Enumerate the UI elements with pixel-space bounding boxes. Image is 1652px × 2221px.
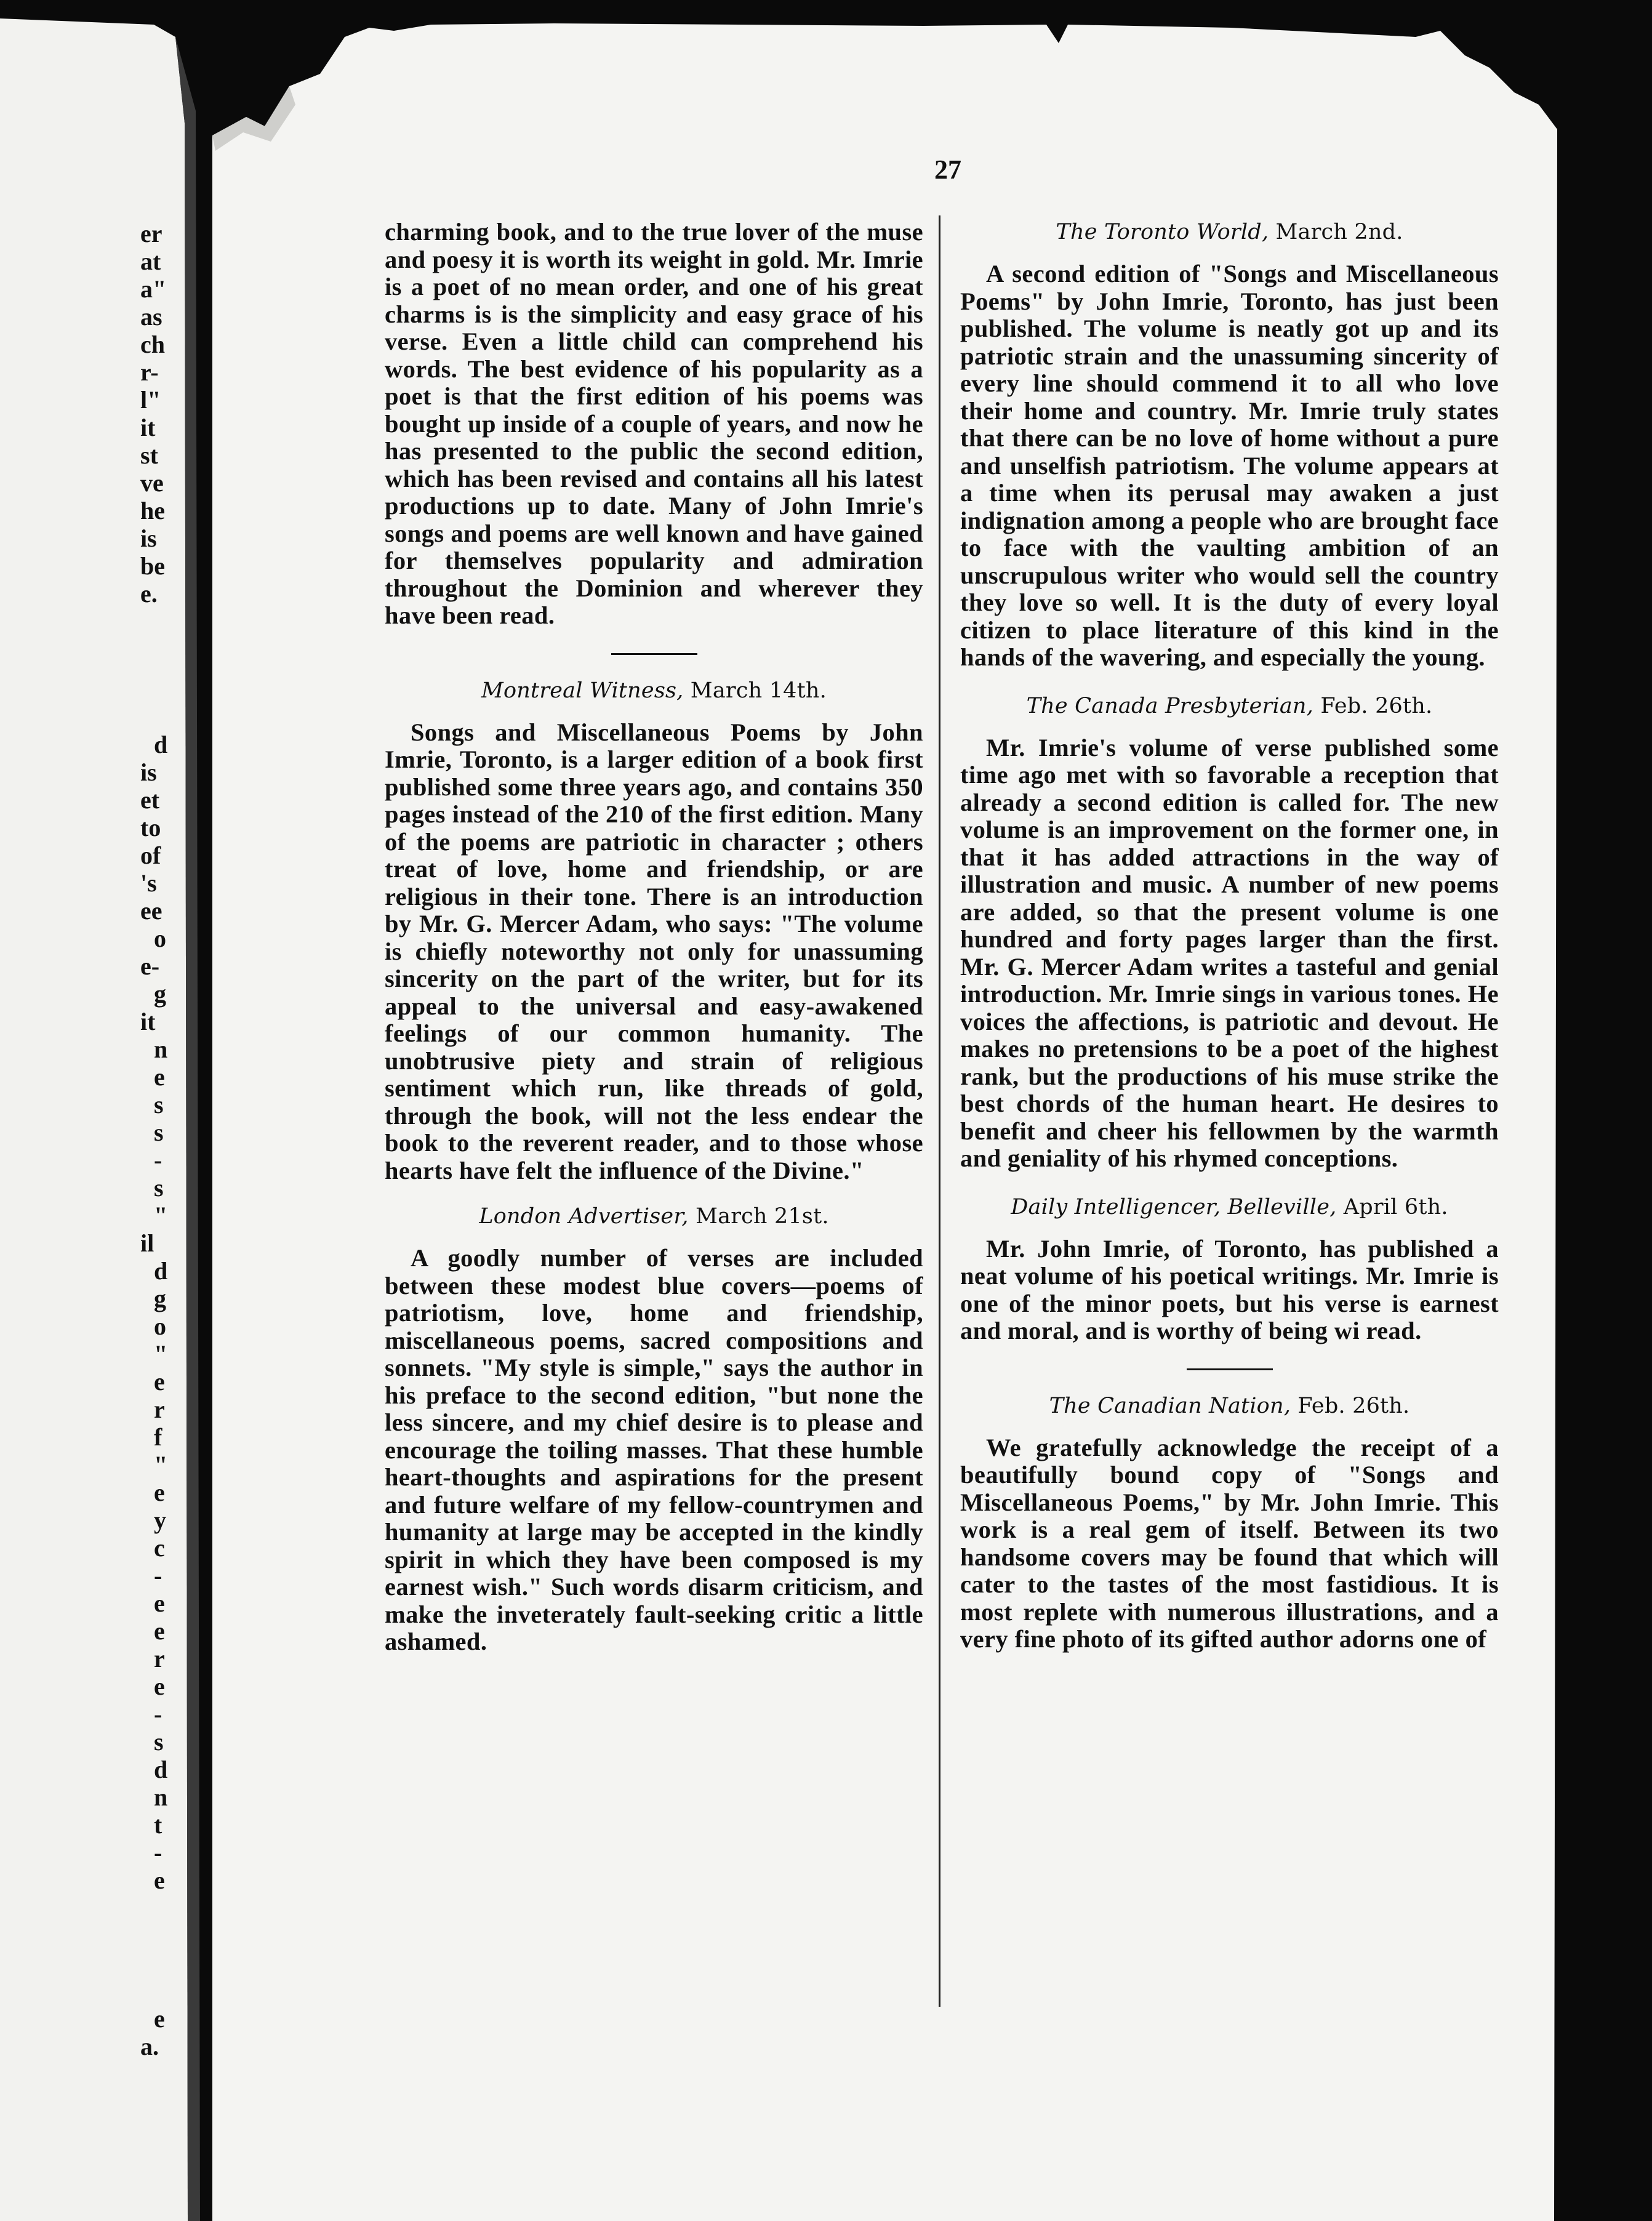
facing-page-text-fragment: "	[154, 1451, 168, 1479]
publication-name: The Canadian Nation,	[1049, 1393, 1291, 1418]
review-date: Feb. 26th.	[1297, 1393, 1410, 1418]
facing-page-text-fragment: t	[154, 1811, 162, 1839]
facing-page-text-fragment: g	[154, 980, 166, 1008]
facing-page-text-fragment: he	[140, 497, 165, 524]
review-text: Songs and Miscellaneous Poems by John Imrie, Toronto, is a larger edition of a book first published some three years ago, and contains 350 pages instead of the 210 of the first edition. Many of the poems are patriotic in character ; others treat of love, home and friendship, or are religious in their tone. There is an introduction by Mr. G. Mercer Adam, who says: "The volume is chiefly noteworthy not only for unassuming sincerity on the part of the writer, but for its appeal to the universal and easy-awakened feelings of our common humanity. The unobtrusive piety and strain of religious sentiment which run, like threads of gold, through the book, will not the less endear the book to the reverent reader, and to those whose hearts have felt the influence of the Divine."	[385, 718, 923, 1184]
review-date: April 6th.	[1343, 1194, 1448, 1219]
review-source	[960, 1392, 1499, 1420]
review-text: We gratefully acknowledge the receipt of a beautifully bound copy of "Songs and Miscellaneous Poems," by Mr. John Imrie. This work is a real gem of itself. Between its two handsome covers may be found that which will cater to the tastes of the most fastidious. It is most replete with numerous illustrations, and a very fine photo of its gifted author adorns one of	[960, 1433, 1499, 1653]
facing-page-text-fragment: -	[154, 1146, 162, 1174]
facing-page-text-fragment: -	[154, 1562, 162, 1589]
facing-page-text-fragment: e.	[140, 580, 158, 608]
facing-page-text-fragment: it	[140, 414, 156, 441]
facing-page-text-fragment: e	[154, 1617, 165, 1645]
facing-page-text-fragment: s	[154, 1728, 164, 1756]
facing-page-text-fragment: s	[154, 1119, 164, 1146]
facing-page-text-fragment: be	[140, 552, 165, 580]
facing-page-text-fragment: il	[140, 1229, 154, 1257]
facing-page-text-fragment: e	[154, 1673, 165, 1700]
review-text: A goodly number of verses are included between these modest blue covers—poems of patriotism, love, home and friendship, miscellaneous poems, sacred compositions and sonnets. "My style is simple," says the author in his preface to the second edition, "but none the less sincere, and my chief desire is to please and encourage the toiling masses. That these humble heart-thoughts and aspirations for the present and future welfare of my fellow-countrymen and humanity at large may be accepted in the kindly spirit in which they have been composed is my earnest wish." Such words disarm criticism, and make the inveterately fault-seeking critic a little ashamed.	[385, 1244, 923, 1655]
facing-page-text-fragment: -	[154, 1700, 162, 1728]
review-date: March 21st.	[696, 1204, 829, 1229]
facing-page-text-fragment: a"	[140, 275, 167, 303]
facing-page-text-fragment: e	[154, 1368, 165, 1396]
facing-page-text-fragment: "	[154, 1340, 168, 1368]
facing-page-text-fragment: d	[154, 731, 168, 758]
facing-page-text-fragment: to	[140, 814, 161, 841]
facing-page-text-fragment: g	[154, 1285, 166, 1312]
review-date: Feb. 26th.	[1320, 693, 1433, 718]
review-source	[960, 1194, 1499, 1221]
facing-page-text-fragment: "	[154, 1202, 168, 1229]
page-number: 27	[934, 155, 961, 185]
facing-page-text-fragment: n	[154, 1783, 168, 1811]
facing-page-text-fragment: er	[140, 220, 162, 247]
facing-page-text-fragments	[0, 0, 178, 2221]
facing-page-text-fragment: a.	[140, 2033, 159, 2060]
facing-page-text-fragment: 's	[140, 869, 157, 897]
facing-page-text-fragment: y	[154, 1506, 166, 1534]
left-column	[385, 219, 923, 1656]
review-source	[960, 693, 1499, 720]
section-divider	[1187, 1368, 1273, 1370]
section-divider	[611, 653, 697, 655]
facing-page-text-fragment: c	[154, 1534, 165, 1562]
review-source	[960, 219, 1499, 246]
review-source	[385, 1203, 923, 1230]
facing-page-text-fragment: n	[154, 1035, 168, 1063]
facing-page-text-fragment: ch	[140, 331, 165, 358]
facing-page-text-fragment: o	[154, 925, 166, 952]
facing-page-text-fragment: it	[140, 1008, 156, 1035]
facing-page-text-fragment: at	[140, 247, 161, 275]
facing-page-text-fragment: -	[154, 1839, 162, 1866]
facing-page-text-fragment: s	[154, 1091, 164, 1119]
facing-page-text-fragment: r	[154, 1396, 165, 1423]
facing-page-text-fragment: e-	[140, 952, 160, 980]
facing-page-text-fragment: s	[154, 1174, 164, 1202]
facing-page-text-fragment: r	[154, 1645, 165, 1673]
publication-name: The Canada Presbyterian,	[1026, 693, 1313, 718]
facing-page-text-fragment: r-	[140, 358, 159, 386]
facing-page-text-fragment: e	[154, 1589, 165, 1617]
facing-page-text-fragment: e	[154, 1063, 165, 1091]
right-column	[960, 219, 1499, 1653]
review-text: Mr. Imrie's volume of verse published some time ago met with so favorable a reception that already a second edition is called for. The new volume is an improvement on the former one, in that it has added attractions in the way of illustration and music. A number of new poems are added, so that the present volume is one hundred and forty pages larger than the first. Mr. G. Mercer Adam writes a tasteful and genial introduction. Mr. Imrie sings in various tones. He voices the affections, is patriotic and devout. He makes no pretensions to be a poet of the highest rank, but the productions of his muse strike the best chords of the human heart. He desires to benefit and cheer his fellowmen by the warmth and geniality of his rhymed conceptions.	[960, 733, 1499, 1172]
publication-name: Montreal Witness,	[481, 678, 684, 703]
facing-page-text-fragment: e	[154, 2005, 165, 2033]
facing-page-text-fragment: d	[154, 1756, 168, 1783]
review-date: March 2nd.	[1275, 220, 1403, 244]
continued-review-text: charming book, and to the true lover of the muse and poesy it is worth its weight in gold. Mr. Imrie is a poet of no mean order, and one of his great charms is is the simplicity and easy grace of his verse. Even a little child can comprehend his words. The best evidence of his popularity as a poet is that the first edition of his poems was bought up inside of a couple of years, and now he has presented to the public the second edition, which has been revised and contains all his latest productions up to date. Many of John Imrie's songs and poems are well known and have gained for themselves popularity and admiration throughout the Dominion and wherever they have been read.	[385, 218, 923, 629]
facing-page-text-fragment: e	[154, 1866, 165, 1894]
facing-page-text-fragment: f	[154, 1423, 162, 1451]
facing-page-text-fragment: e	[154, 1479, 165, 1506]
facing-page-text-fragment: of	[140, 841, 161, 869]
facing-page-text-fragment: o	[154, 1312, 166, 1340]
facing-page-text-fragment: as	[140, 303, 162, 331]
publication-name: The Toronto World,	[1056, 220, 1269, 244]
facing-page-text-fragment: st	[140, 441, 158, 469]
facing-page-text-fragment: ve	[140, 469, 164, 497]
review-date: March 14th.	[690, 678, 827, 703]
review-text: A second edition of "Songs and Miscellaneous Poems" by John Imrie, Toronto, has just been published. The volume is neatly got up and its patriotic strain and the unassuming sincerity of every line should commend it to all who love their home and country. Mr. Imrie truly states that there can be no love of home without a pure and unselfish patriotism. The volume appears at a time when its perusal may awaken a just indignation among a people who are brought face to face with the vaulting ambition of an unscrupulous writer who would sell the country they love so well. It is the duty of every loyal citizen to place literature of this kind in the hands of the wavering, and especially the young.	[960, 260, 1499, 671]
column-divider	[939, 215, 940, 2007]
review-text: Mr. John Imrie, of Toronto, has published a neat volume of his poetical writings. Mr. Imrie is one of the minor poets, but his verse is earnest and moral, and is worthy of being wi read.	[960, 1234, 1499, 1344]
facing-page-text-fragment: d	[154, 1257, 168, 1285]
facing-page-text-fragment: is	[140, 758, 157, 786]
publication-name: Daily Intelligencer, Belleville,	[1011, 1194, 1337, 1219]
facing-page-text-fragment: et	[140, 786, 160, 814]
facing-page-text-fragment: is	[140, 524, 157, 552]
publication-name: London Advertiser,	[479, 1204, 689, 1229]
facing-page-text-fragment: l"	[140, 386, 161, 414]
facing-page-text-fragment: ee	[140, 897, 162, 925]
review-source	[385, 677, 923, 704]
